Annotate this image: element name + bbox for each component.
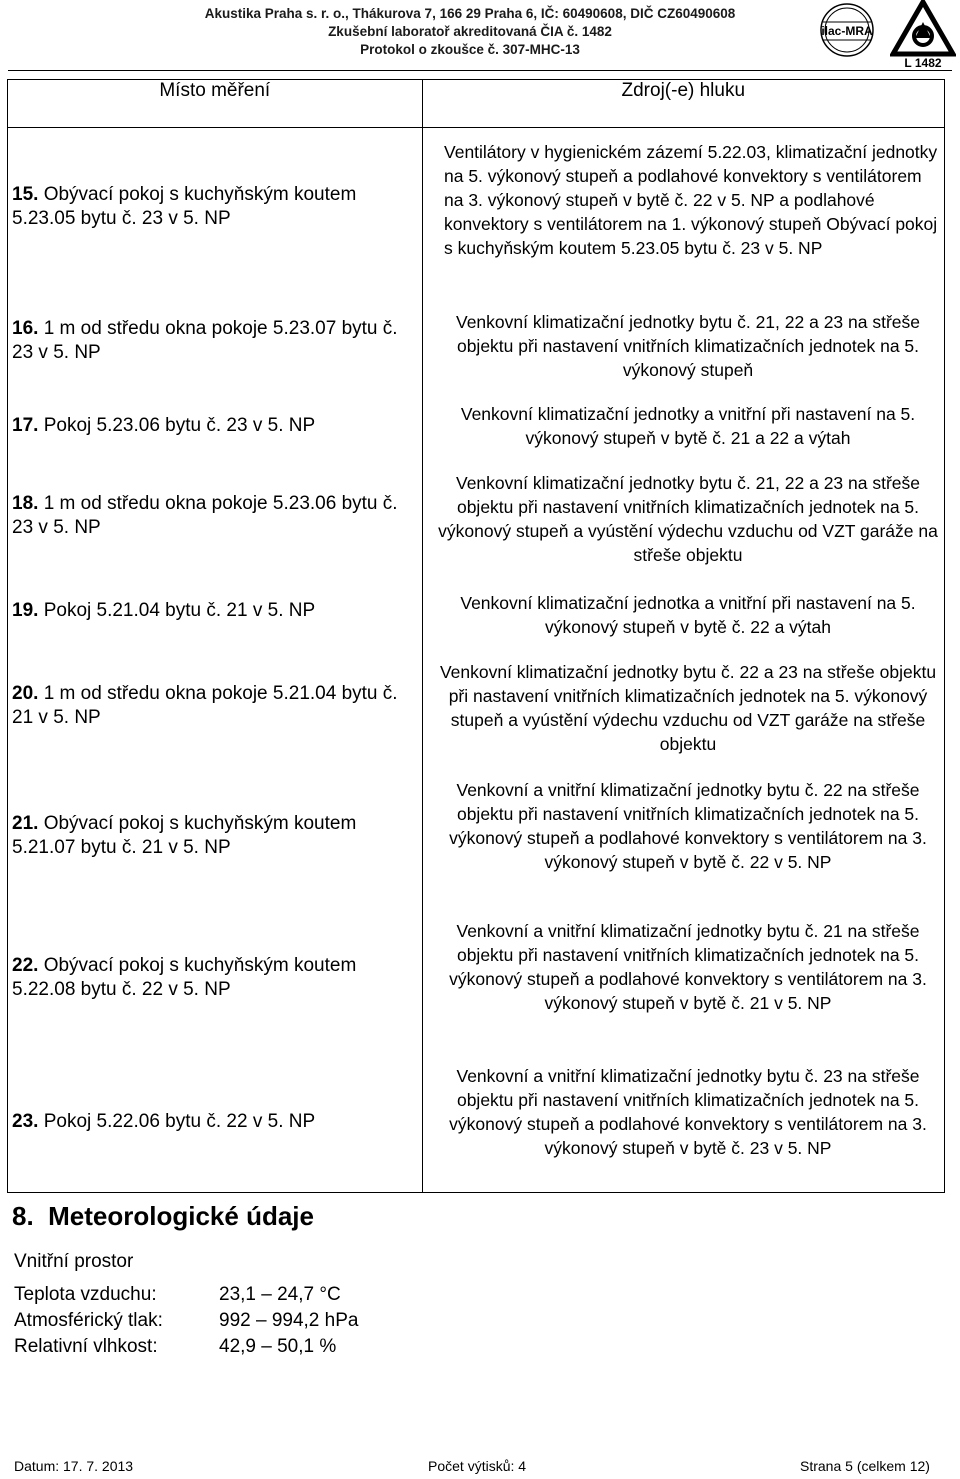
meteo-row: Relativní vlhkost: 42,9 – 50,1 % xyxy=(14,1336,337,1357)
section-subtitle: Vnitřní prostor xyxy=(14,1251,134,1272)
table-row-source: Venkovní a vnitřní klimatizační jednotky bytu č. 22 na střeše objektu při nastavení vnitřních klimatizačních jednotek na 5. výkonový stupeň a podlahové konvektory s ventilátorem na 3. výkonový stupeň v bytě č. 22 v 5. NP xyxy=(449,780,927,872)
table-row-source: Ventilátory v hygienickém zázemí 5.22.03, klimatizační jednotky na 5. výkonový stupeň a podlahové konvektory s ventilátorem na 3. výkonový stupeň v bytě č. 22 v 5. NP a podlahové konvektory s ventilátorem na 1. výkonový stupeň Obývací pokoj s kuchyňským koutem 5.23.05 bytu č. 23 v 5. NP xyxy=(444,142,938,258)
table-row-source: Venkovní klimatizační jednotky a vnitřní při nastavení na 5. výkonový stupeň v bytě č. 21 a 22 a výtah xyxy=(460,404,916,448)
accreditation-logo xyxy=(890,0,956,72)
meteo-row: Atmosférický tlak: 992 – 994,2 hPa xyxy=(14,1310,359,1331)
table-row-place: 20. 1 m od středu okna pokoje 5.21.04 bytu č. 21 v 5. NP xyxy=(12,683,398,728)
lab-line: Zkušební laboratoř akreditovaná ČIA č. 1482 xyxy=(328,24,612,39)
lab-number: L 1482 xyxy=(904,56,942,70)
table-row-source: Venkovní klimatizační jednotky bytu č. 21, 22 a 23 na střeše objektu při nastavení vnitřních klimatizačních jednotek na 5. výkonový stupeň a vyústění výdechu vzduchu od VZT garáže na střeše objektu xyxy=(438,473,938,565)
table-row-place: 23. Pokoj 5.22.06 bytu č. 22 v 5. NP xyxy=(12,1111,316,1132)
table-row-source: Venkovní klimatizační jednotka a vnitřní při nastavení na 5. výkonový stupeň v bytě č. 22 a výtah xyxy=(460,593,916,637)
table-row-place: 15. Obývací pokoj s kuchyňským koutem 5.23.05 bytu č. 23 v 5. NP xyxy=(12,184,357,229)
table-row-source: Venkovní klimatizační jednotky bytu č. 21, 22 a 23 na střeše objektu při nastavení vnitřních klimatizačních jednotek na 5. výkonový stupeň xyxy=(455,312,920,380)
table-row-place: 19. Pokoj 5.21.04 bytu č. 21 v 5. NP xyxy=(12,600,316,621)
place-column xyxy=(8,128,423,1193)
table-row-place: 21. Obývací pokoj s kuchyňským koutem 5.21.07 bytu č. 21 v 5. NP xyxy=(12,813,357,858)
company-line: Akustika Praha s. r. o., Thákurova 7, 166 29 Praha 6, IČ: 60490608, DIČ CZ60490608 xyxy=(204,6,736,21)
ilac-mra-logo xyxy=(813,2,881,62)
table-row-place: 18. 1 m od středu okna pokoje 5.23.06 bytu č. 23 v 5. NP xyxy=(12,493,398,538)
section-heading: 8. Meteorologické údaje xyxy=(12,1201,314,1231)
table-row-source: Venkovní a vnitřní klimatizační jednotky bytu č. 23 na střeše objektu při nastavení vnitřních klimatizačních jednotek na 5. výkonový stupeň a podlahové konvektory s ventilátorem na 3. výkonový stupeň v bytě č. 23 v 5. NP xyxy=(449,1066,927,1158)
footer-copies: Počet výtisků: 4 xyxy=(428,1458,527,1474)
table-row-source: Venkovní a vnitřní klimatizační jednotky bytu č. 21 na střeše objektu při nastavení vnitřních klimatizačních jednotek na 5. výkonový stupeň a podlahové konvektory s ventilátorem na 3. výkonový stupeň v bytě č. 21 v 5. NP xyxy=(449,921,927,1013)
ilac-logo-text: ilac-MRA xyxy=(821,24,873,38)
table-row-place: 22. Obývací pokoj s kuchyňským koutem 5.22.08 bytu č. 22 v 5. NP xyxy=(12,955,357,1000)
protocol-line: Protokol o zkoušce č. 307-MHC-13 xyxy=(360,42,580,57)
table-row-place: 17. Pokoj 5.23.06 bytu č. 23 v 5. NP xyxy=(12,415,316,436)
footer-page: Strana 5 (celkem 12) xyxy=(800,1458,930,1474)
page-header xyxy=(0,0,960,80)
table-row-source: Venkovní klimatizační jednotky bytu č. 22 a 23 na střeše objektu při nastavení vnitřních klimatizačních jednotek na 5. výkonový stupeň a vyústění výdechu vzduchu od VZT garáže na střeše objektu xyxy=(439,662,937,754)
header-rule xyxy=(8,70,952,71)
header-text xyxy=(150,5,790,59)
column-header-source: Zdroj(-e) hluku xyxy=(422,80,944,128)
footer-date: Datum: 17. 7. 2013 xyxy=(14,1458,134,1474)
meteo-row: Teplota vzduchu: 23,1 – 24,7 °C xyxy=(14,1284,341,1305)
table-row-place: 16. 1 m od středu okna pokoje 5.23.07 bytu č. 23 v 5. NP xyxy=(12,318,398,363)
column-header-place: Místo měření xyxy=(8,80,423,128)
